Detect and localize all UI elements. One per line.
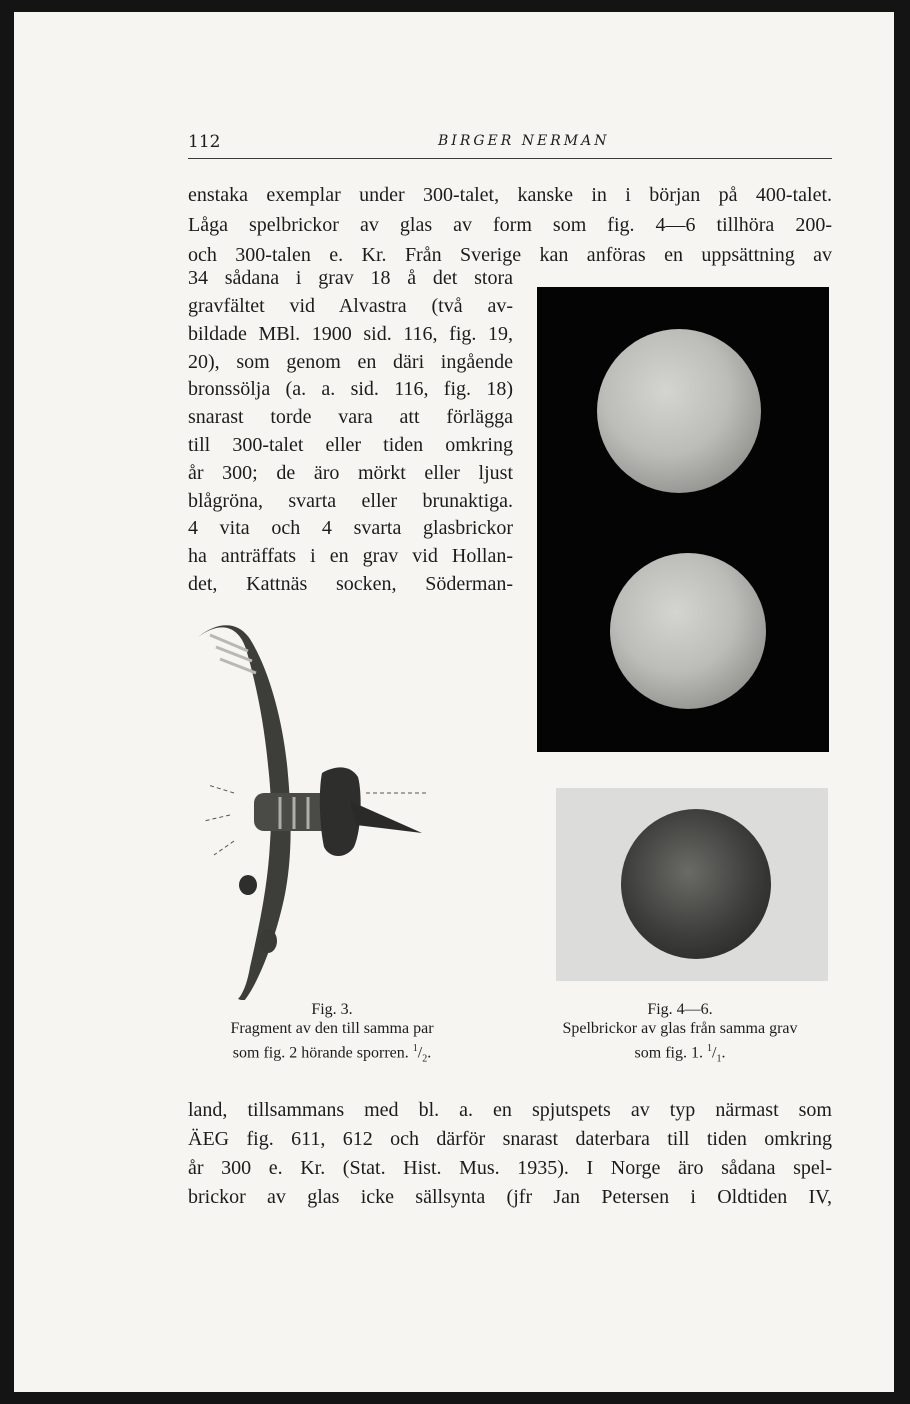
figure-3-caption: som fig. 2 hörande sporren. $^1/_2$. xyxy=(232,1043,432,1065)
page-number: 112 xyxy=(188,132,221,152)
black-game-piece xyxy=(621,809,771,959)
body-line: snarast torde vara att förlägga xyxy=(188,406,513,428)
scale-denominator: 2 xyxy=(422,1053,428,1065)
white-game-piece xyxy=(597,329,761,493)
spur-fragment-image xyxy=(190,615,440,1000)
body-line: bronssölja (a. a. sid. 116, fig. 18) xyxy=(188,378,513,400)
white-game-piece xyxy=(610,553,766,709)
body-line: bildade MBl. 1900 sid. 116, fig. 19, xyxy=(188,323,513,345)
figure-3-caption-text: som fig. 2 hörande sporren. xyxy=(232,1044,413,1062)
body-line: ÄEG fig. 611, 612 och därför snarast daterbara till tiden omkring xyxy=(188,1128,832,1150)
scale-denominator: 1 xyxy=(716,1053,722,1065)
body-line: Låga spelbrickor av glas av form som fig. 4—6 tillhöra 200- xyxy=(188,214,832,236)
figure-4-6-caption: som fig. 1. $^1/_1$. xyxy=(634,1043,726,1065)
body-line: och 300-talen e. Kr. Från Sverige kan anföras en uppsättning av xyxy=(188,244,832,266)
game-piece-photo-black xyxy=(556,788,828,981)
body-line: till 300-talet eller tiden omkring xyxy=(188,434,513,456)
body-line: 4 vita och 4 svarta glasbrickor xyxy=(188,517,513,539)
figure-4-6-label: Fig. 4—6. xyxy=(647,1001,713,1018)
body-line: år 300 e. Kr. (Stat. Hist. Mus. 1935). I Norge äro sådana spel- xyxy=(188,1157,832,1179)
game-pieces-photo-white xyxy=(537,287,829,752)
body-line: brickor av glas icke sällsynta (jfr Jan Petersen i Oldtiden IV, xyxy=(188,1186,832,1208)
body-line: 20), som genom en däri ingående xyxy=(188,351,513,373)
body-line: land, tillsammans med bl. a. en spjutspets av typ närmast som xyxy=(188,1099,832,1121)
running-head-title: BIRGER NERMAN xyxy=(438,133,610,149)
body-line: gravfältet vid Alvastra (två av- xyxy=(188,295,513,317)
figure-3-caption: Fragment av den till samma par xyxy=(230,1020,434,1037)
body-line: det, Kattnäs socken, Söderman- xyxy=(188,573,513,595)
running-head xyxy=(188,132,832,159)
figure-4-6-caption: Spelbrickor av glas från samma grav xyxy=(562,1020,798,1037)
scale-numerator: 1 xyxy=(412,1043,418,1054)
figure-3-label: Fig. 3. xyxy=(311,1001,353,1018)
body-line: år 300; de äro mörkt eller ljust xyxy=(188,462,513,484)
body-line: blågröna, svarta eller brunaktiga. xyxy=(188,490,513,512)
body-line: enstaka exemplar under 300-talet, kanske in i början på 400-talet. xyxy=(188,184,832,206)
scale-numerator: 1 xyxy=(707,1043,712,1054)
body-line: 34 sådana i grav 18 å det stora xyxy=(188,267,513,289)
body-line: ha anträffats i en grav vid Hollan- xyxy=(188,545,513,567)
figure-4-6-caption-text: som fig. 1. xyxy=(634,1044,707,1062)
